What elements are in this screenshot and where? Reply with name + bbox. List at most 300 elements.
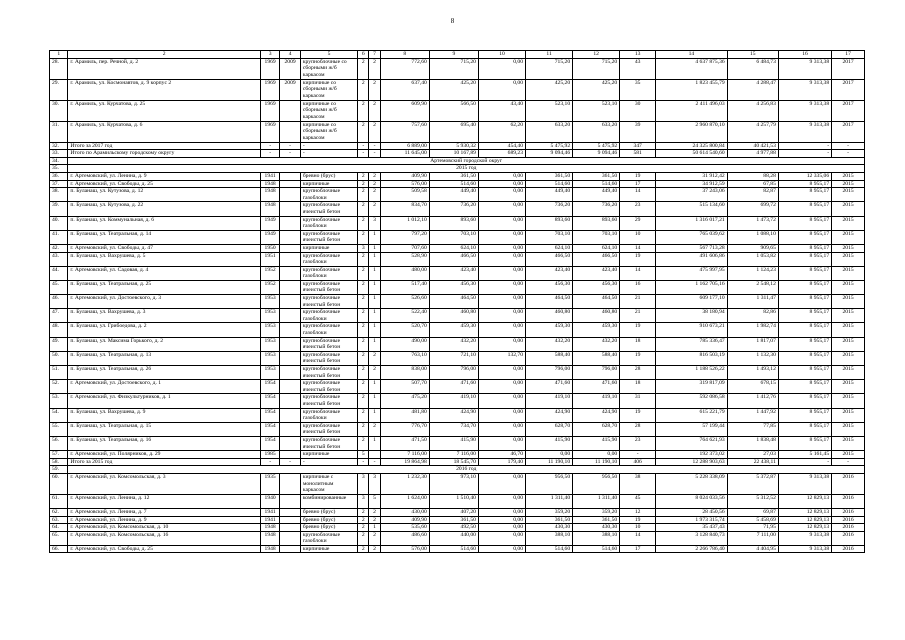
address: г. Арамиль, ул. Космонавтов, д. 9 корпус 2 — [68, 79, 260, 100]
repair-cost: 34 912,59 — [656, 180, 728, 188]
column-number: 17 — [832, 51, 865, 59]
floors: 2 — [358, 422, 369, 436]
municipal-area: 588,40 — [573, 351, 620, 365]
cost-per-sqm: 67,85 — [727, 180, 778, 188]
total-area: 1 624,00 — [380, 494, 429, 508]
wall-material: крупноблочные газоблоки — [300, 323, 357, 337]
year-rebuilt: - — [280, 458, 300, 466]
entrances: 2 — [369, 188, 380, 202]
wall-material: крупноблочные ячеистый бетон — [300, 436, 357, 450]
max-cost-per-sqm: 8 955,17 — [778, 351, 831, 365]
total-area: 576,00 — [380, 545, 429, 553]
total-area: 772,60 — [380, 58, 429, 79]
private-area: 388,10 — [526, 531, 573, 545]
address: п. Буланаш, ул. Кутузова, д. 22 — [68, 202, 260, 216]
table-row — [50, 180, 865, 188]
living-area: 425,20 — [429, 79, 478, 100]
nonresidential-area: 0,00 — [478, 295, 525, 309]
max-cost-per-sqm: 8 955,17 — [778, 230, 831, 244]
wall-material: - — [300, 458, 357, 466]
residents: 19 — [620, 516, 656, 524]
municipal-area: 715,20 — [573, 58, 620, 79]
year-built: 1952 — [260, 280, 279, 294]
address: п. Буланаш, ул. Вахрушева, д. 9 — [68, 408, 260, 422]
total-area: 528,90 — [380, 252, 429, 266]
year-rebuilt — [280, 337, 300, 351]
repair-cost: 12 288 903,63 — [656, 458, 728, 466]
repair-year: 2015 — [832, 309, 865, 323]
nonresidential-area: 0,00 — [478, 516, 525, 524]
private-area: 736,20 — [526, 202, 573, 216]
repair-cost: 491 606,86 — [656, 252, 728, 266]
cost-per-sqm: 4 257,79 — [727, 121, 778, 142]
repair-year: 2015 — [832, 366, 865, 380]
max-cost-per-sqm: 9 313,38 — [778, 531, 831, 545]
repair-year: 2015 — [832, 380, 865, 394]
entrances — [369, 451, 380, 459]
address: г. Артемовский, ул. Комсомольская, д. 3 — [68, 473, 260, 494]
entrances: 1 — [369, 436, 380, 450]
row-number: 57. — [50, 451, 68, 459]
repair-cost: 475 997,95 — [656, 266, 728, 280]
floors: 2 — [358, 408, 369, 422]
table-row — [50, 422, 865, 436]
row-number: 29. — [50, 79, 68, 100]
nonresidential-area: 0,00 — [478, 394, 525, 408]
row-number: 41. — [50, 230, 68, 244]
residents: 35 — [620, 79, 656, 100]
wall-material: бревно (брус) — [300, 516, 357, 524]
repair-year: 2016 — [832, 494, 865, 508]
year-built: - — [260, 142, 279, 150]
living-area: 432,20 — [429, 337, 478, 351]
nonresidential-area: 0,00 — [478, 309, 525, 323]
living-area: 721,10 — [429, 351, 478, 365]
address: п. Буланаш, ул. Грибоедова, д. 2 — [68, 323, 260, 337]
row-number: 48. — [50, 323, 68, 337]
repair-cost: 816 503,19 — [656, 351, 728, 365]
max-cost-per-sqm: 8 955,17 — [778, 380, 831, 394]
table-row — [50, 150, 865, 158]
address: п. Буланаш, ул. Коммунальная, д. 6 — [68, 216, 260, 230]
column-number-row — [50, 51, 865, 59]
table-row — [50, 202, 865, 216]
private-area: 466,50 — [526, 252, 573, 266]
address: п. Буланаш, ул. Вахрушева, д. 3 — [68, 309, 260, 323]
living-area: 460,80 — [429, 309, 478, 323]
repair-cost: 2 960 870,10 — [656, 121, 728, 142]
repair-cost: 319 817,09 — [656, 380, 728, 394]
max-cost-per-sqm: - — [778, 150, 831, 158]
floors: 3 — [358, 244, 369, 252]
cost-per-sqm: 1 473,72 — [727, 216, 778, 230]
municipal-area: 388,10 — [573, 531, 620, 545]
max-cost-per-sqm: 9 313,38 — [778, 58, 831, 79]
private-area: 361,50 — [526, 172, 573, 180]
column-number: 5 — [300, 51, 357, 59]
repair-cost: 38 180,94 — [656, 309, 728, 323]
living-area: 736,20 — [429, 202, 478, 216]
repair-cost: 37 243,06 — [656, 188, 728, 202]
cost-per-sqm: 1 053,82 — [727, 252, 778, 266]
max-cost-per-sqm: 8 955,17 — [778, 323, 831, 337]
municipal-area: 466,50 — [573, 252, 620, 266]
living-area: 715,20 — [429, 58, 478, 79]
residents: 14 — [620, 188, 656, 202]
table-row — [50, 309, 865, 323]
municipal-area: 361,50 — [573, 516, 620, 524]
year-rebuilt: 2009 — [280, 58, 300, 79]
row-number: 34. — [50, 157, 68, 165]
wall-material: крупноблочные ячеистый бетон — [300, 230, 357, 244]
repair-year: 2015 — [832, 280, 865, 294]
wall-material: крупноблочные газоблоки — [300, 408, 357, 422]
residents: 39 — [620, 121, 656, 142]
repair-cost: 8 024 033,56 — [656, 494, 728, 508]
residents: 14 — [620, 266, 656, 280]
residents: 19 — [620, 351, 656, 365]
entrances: 2 — [369, 180, 380, 188]
row-number: 47. — [50, 309, 68, 323]
municipal-area: 456,30 — [573, 280, 620, 294]
municipal-area: 359,20 — [573, 508, 620, 516]
wall-material: - — [300, 150, 357, 158]
cost-per-sqm: 77,85 — [727, 422, 778, 436]
table-row — [50, 458, 865, 466]
cost-per-sqm: 69,87 — [727, 508, 778, 516]
private-area: 1 311,40 — [526, 494, 573, 508]
max-cost-per-sqm: 9 313,38 — [778, 545, 831, 553]
floors: 3 — [358, 494, 369, 508]
address: п. Буланаш, ул. Театральная, д. 25 — [68, 280, 260, 294]
max-cost-per-sqm: - — [778, 458, 831, 466]
year-rebuilt — [280, 508, 300, 516]
wall-material: кирпичные — [300, 180, 357, 188]
row-number: 36. — [50, 172, 68, 180]
cost-per-sqm: 2 548,12 — [727, 280, 778, 294]
table-row — [50, 58, 865, 79]
entrances: 1 — [369, 309, 380, 323]
cost-per-sqm: 909,65 — [727, 244, 778, 252]
row-number: 37. — [50, 180, 68, 188]
year-rebuilt — [280, 244, 300, 252]
repair-cost: 3 128 840,73 — [656, 531, 728, 545]
max-cost-per-sqm: 8 955,17 — [778, 366, 831, 380]
year-rebuilt — [280, 366, 300, 380]
private-area: 956,50 — [526, 473, 573, 494]
municipal-area: 424,90 — [573, 408, 620, 422]
address: Итого за 2017 год — [68, 142, 260, 150]
cost-per-sqm: 1 817,07 — [727, 337, 778, 351]
entrances: 5 — [369, 494, 380, 508]
municipal-area: 471,60 — [573, 380, 620, 394]
cost-per-sqm: 1 132,30 — [727, 351, 778, 365]
residents: 19 — [620, 323, 656, 337]
nonresidential-area: 0,00 — [478, 58, 525, 79]
year-built: 1954 — [260, 394, 279, 408]
cost-per-sqm: 5 458,69 — [727, 516, 778, 524]
row-number: 28. — [50, 58, 68, 79]
municipal-area: 956,50 — [573, 473, 620, 494]
entrances: 2 — [369, 508, 380, 516]
wall-material: крупноблочные ячеистый бетон — [300, 280, 357, 294]
floors: 2 — [358, 531, 369, 545]
wall-material: крупноблочные со сборными ж/б каркасом — [300, 58, 357, 79]
floors: 3 — [358, 473, 369, 494]
address: г. Артемовский, ул. Достоевского, д. 1 — [68, 380, 260, 394]
living-area: 449,40 — [429, 188, 478, 202]
table-row — [50, 494, 865, 508]
column-number: 7 — [369, 51, 380, 59]
row-number: 45. — [50, 280, 68, 294]
floors: 2 — [358, 323, 369, 337]
nonresidential-area: 0,00 — [478, 172, 525, 180]
year-built: 1954 — [260, 436, 279, 450]
repair-cost: 765 039,62 — [656, 230, 728, 244]
table-row — [50, 188, 865, 202]
year-rebuilt — [280, 216, 300, 230]
year-built: 1948 — [260, 188, 279, 202]
entrances: 2 — [369, 58, 380, 79]
entrances: 1 — [369, 280, 380, 294]
floors: 2 — [358, 79, 369, 100]
nonresidential-area: 0,00 — [478, 188, 525, 202]
municipal-area: 449,40 — [573, 188, 620, 202]
total-area: 490,00 — [380, 337, 429, 351]
cost-per-sqm: 5 372,87 — [727, 473, 778, 494]
municipal-area: 1 311,40 — [573, 494, 620, 508]
repair-cost: 4 637 875,36 — [656, 58, 728, 79]
row-number: 33. — [50, 150, 68, 158]
year-rebuilt — [280, 280, 300, 294]
total-area: 481,80 — [380, 408, 429, 422]
total-area: 1 232,30 — [380, 473, 429, 494]
address: г. Арамиль, ул. Курчатова, д. 6 — [68, 121, 260, 142]
private-area: 460,80 — [526, 309, 573, 323]
living-area: 492,50 — [429, 524, 478, 532]
nonresidential-area: 43,40 — [478, 100, 525, 121]
table-row — [50, 216, 865, 230]
year-built: 1948 — [260, 531, 279, 545]
nonresidential-area: 0,00 — [478, 252, 525, 266]
table-row — [50, 266, 865, 280]
cost-per-sqm: 1 412,76 — [727, 394, 778, 408]
year-built: 1952 — [260, 266, 279, 280]
living-area: 703,10 — [429, 230, 478, 244]
floors: 2 — [358, 172, 369, 180]
column-number: 14 — [656, 51, 728, 59]
table-row — [50, 323, 865, 337]
column-number: 8 — [380, 51, 429, 59]
residents: 18 — [620, 337, 656, 351]
residents: 28 — [620, 366, 656, 380]
year-rebuilt: - — [280, 142, 300, 150]
nonresidential-area: 0,00 — [478, 230, 525, 244]
repair-year: 2016 — [832, 531, 865, 545]
private-area: 5 475,92 — [526, 142, 573, 150]
max-cost-per-sqm: 8 955,17 — [778, 188, 831, 202]
repair-cost: 2 411 496,03 — [656, 100, 728, 121]
repair-cost: 764 621,93 — [656, 436, 728, 450]
row-number: 53. — [50, 394, 68, 408]
year-rebuilt — [280, 100, 300, 121]
repair-year: 2015 — [832, 252, 865, 266]
wall-material: крупноблочные ячеистый бетон — [300, 337, 357, 351]
repair-year: - — [832, 458, 865, 466]
repair-cost: 609 177,10 — [656, 295, 728, 309]
max-cost-per-sqm: 8 955,17 — [778, 295, 831, 309]
private-area: 456,30 — [526, 280, 573, 294]
repair-cost: 592 086,58 — [656, 394, 728, 408]
year-built: 1949 — [260, 216, 279, 230]
private-area: 415,90 — [526, 436, 573, 450]
entrances: 2 — [369, 351, 380, 365]
cost-per-sqm: 40 421,53 — [727, 142, 778, 150]
repair-year: 2015 — [832, 244, 865, 252]
table-row — [50, 295, 865, 309]
year-rebuilt — [280, 295, 300, 309]
floors: 2 — [358, 436, 369, 450]
floors: 2 — [358, 230, 369, 244]
floors: 2 — [358, 216, 369, 230]
cost-per-sqm: 5 312,52 — [727, 494, 778, 508]
residents: 14 — [620, 244, 656, 252]
living-area: 466,50 — [429, 252, 478, 266]
nonresidential-area: 454,40 — [478, 142, 525, 150]
year-built: 1948 — [260, 524, 279, 532]
municipal-area: 415,90 — [573, 436, 620, 450]
living-area: 695,40 — [429, 121, 478, 142]
cost-per-sqm: 82,87 — [727, 188, 778, 202]
year-built: - — [260, 458, 279, 466]
entrances: 1 — [369, 524, 380, 532]
repair-year: 2015 — [832, 172, 865, 180]
table-row — [50, 473, 865, 494]
row-number: 64. — [50, 524, 68, 532]
repair-cost: 615 221,79 — [656, 408, 728, 422]
floors: 2 — [358, 58, 369, 79]
total-area: 7 116,00 — [380, 451, 429, 459]
floors: 2 — [358, 266, 369, 280]
wall-material: бревно (брус) — [300, 524, 357, 532]
municipal-area: 514,60 — [573, 545, 620, 553]
municipal-area: 703,10 — [573, 230, 620, 244]
nonresidential-area: 689,23 — [478, 150, 525, 158]
year-rebuilt — [280, 230, 300, 244]
nonresidential-area: 132,70 — [478, 351, 525, 365]
nonresidential-area: 0,00 — [478, 266, 525, 280]
year-rebuilt — [280, 516, 300, 524]
year-built: 1953 — [260, 366, 279, 380]
nonresidential-area: 0,00 — [478, 473, 525, 494]
table-row — [50, 380, 865, 394]
repair-cost: 2 266 786,40 — [656, 545, 728, 553]
max-cost-per-sqm: 8 955,17 — [778, 216, 831, 230]
column-number: 16 — [778, 51, 831, 59]
housing-register-table — [49, 50, 865, 553]
residents: 18 — [620, 380, 656, 394]
year-built: 1969 — [260, 58, 279, 79]
table-row — [50, 531, 865, 545]
wall-material: комбинированные — [300, 494, 357, 508]
nonresidential-area: 0,00 — [478, 422, 525, 436]
column-number: 15 — [727, 51, 778, 59]
year-rebuilt — [280, 545, 300, 553]
floors: 2 — [358, 180, 369, 188]
cost-per-sqm: 4 288,47 — [727, 79, 778, 100]
repair-year: 2016 — [832, 524, 865, 532]
repair-cost: 5 228 338,09 — [656, 473, 728, 494]
cost-per-sqm: 1 088,10 — [727, 230, 778, 244]
cost-per-sqm: 1 838,48 — [727, 436, 778, 450]
municipal-area: 633,20 — [573, 121, 620, 142]
max-cost-per-sqm: - — [778, 142, 831, 150]
year-rebuilt — [280, 252, 300, 266]
row-number: 60. — [50, 473, 68, 494]
table-row — [50, 351, 865, 365]
cost-per-sqm: 1 493,12 — [727, 366, 778, 380]
private-area: 893,60 — [526, 216, 573, 230]
wall-material: крупноблочные ячеистый бетон — [300, 422, 357, 436]
row-number: 43. — [50, 252, 68, 266]
row-number: 52. — [50, 380, 68, 394]
repair-year: 2015 — [832, 422, 865, 436]
max-cost-per-sqm: 8 955,17 — [778, 309, 831, 323]
max-cost-per-sqm: 8 955,17 — [778, 436, 831, 450]
private-area: 359,20 — [526, 508, 573, 516]
residents: 19 — [620, 172, 656, 180]
table-row — [50, 252, 865, 266]
total-area: 11 645,00 — [380, 150, 429, 158]
cost-per-sqm: 699,72 — [727, 202, 778, 216]
row-number: 38. — [50, 188, 68, 202]
private-area: 703,10 — [526, 230, 573, 244]
residents: 23 — [620, 436, 656, 450]
repair-year: 2015 — [832, 230, 865, 244]
row-number: 39. — [50, 202, 68, 216]
living-area: 423,40 — [429, 266, 478, 280]
nonresidential-area: 0,00 — [478, 337, 525, 351]
living-area: 7 116,00 — [429, 451, 478, 459]
repair-cost: 57 199,44 — [656, 422, 728, 436]
max-cost-per-sqm: 8 955,17 — [778, 422, 831, 436]
nonresidential-area: 0,00 — [478, 280, 525, 294]
repair-year: 2015 — [832, 266, 865, 280]
cost-per-sqm: 71,95 — [727, 524, 778, 532]
entrances: 1 — [369, 323, 380, 337]
cost-per-sqm: 6 484,73 — [727, 58, 778, 79]
table-row — [50, 230, 865, 244]
residents: 30 — [620, 100, 656, 121]
private-area: 464,50 — [526, 295, 573, 309]
total-area: 763,10 — [380, 351, 429, 365]
total-area: 522,40 — [380, 309, 429, 323]
residents: 10 — [620, 524, 656, 532]
address: п. Буланаш, ул. Кутузова, д. 12 — [68, 188, 260, 202]
private-area: 449,40 — [526, 188, 573, 202]
year-built: 1954 — [260, 422, 279, 436]
total-area: 471,50 — [380, 436, 429, 450]
cost-per-sqm: 4 977,88 — [727, 150, 778, 158]
year-built: 1969 — [260, 79, 279, 100]
section-title: 2015 год — [68, 165, 865, 173]
residents: 21 — [620, 309, 656, 323]
total-area: 535,60 — [380, 524, 429, 532]
address: г. Артемовский, ул. Ленина, д. 12 — [68, 494, 260, 508]
address: п. Буланаш, ул. Театральная, д. 13 — [68, 351, 260, 365]
max-cost-per-sqm: 8 955,17 — [778, 337, 831, 351]
entrances: - — [369, 150, 380, 158]
